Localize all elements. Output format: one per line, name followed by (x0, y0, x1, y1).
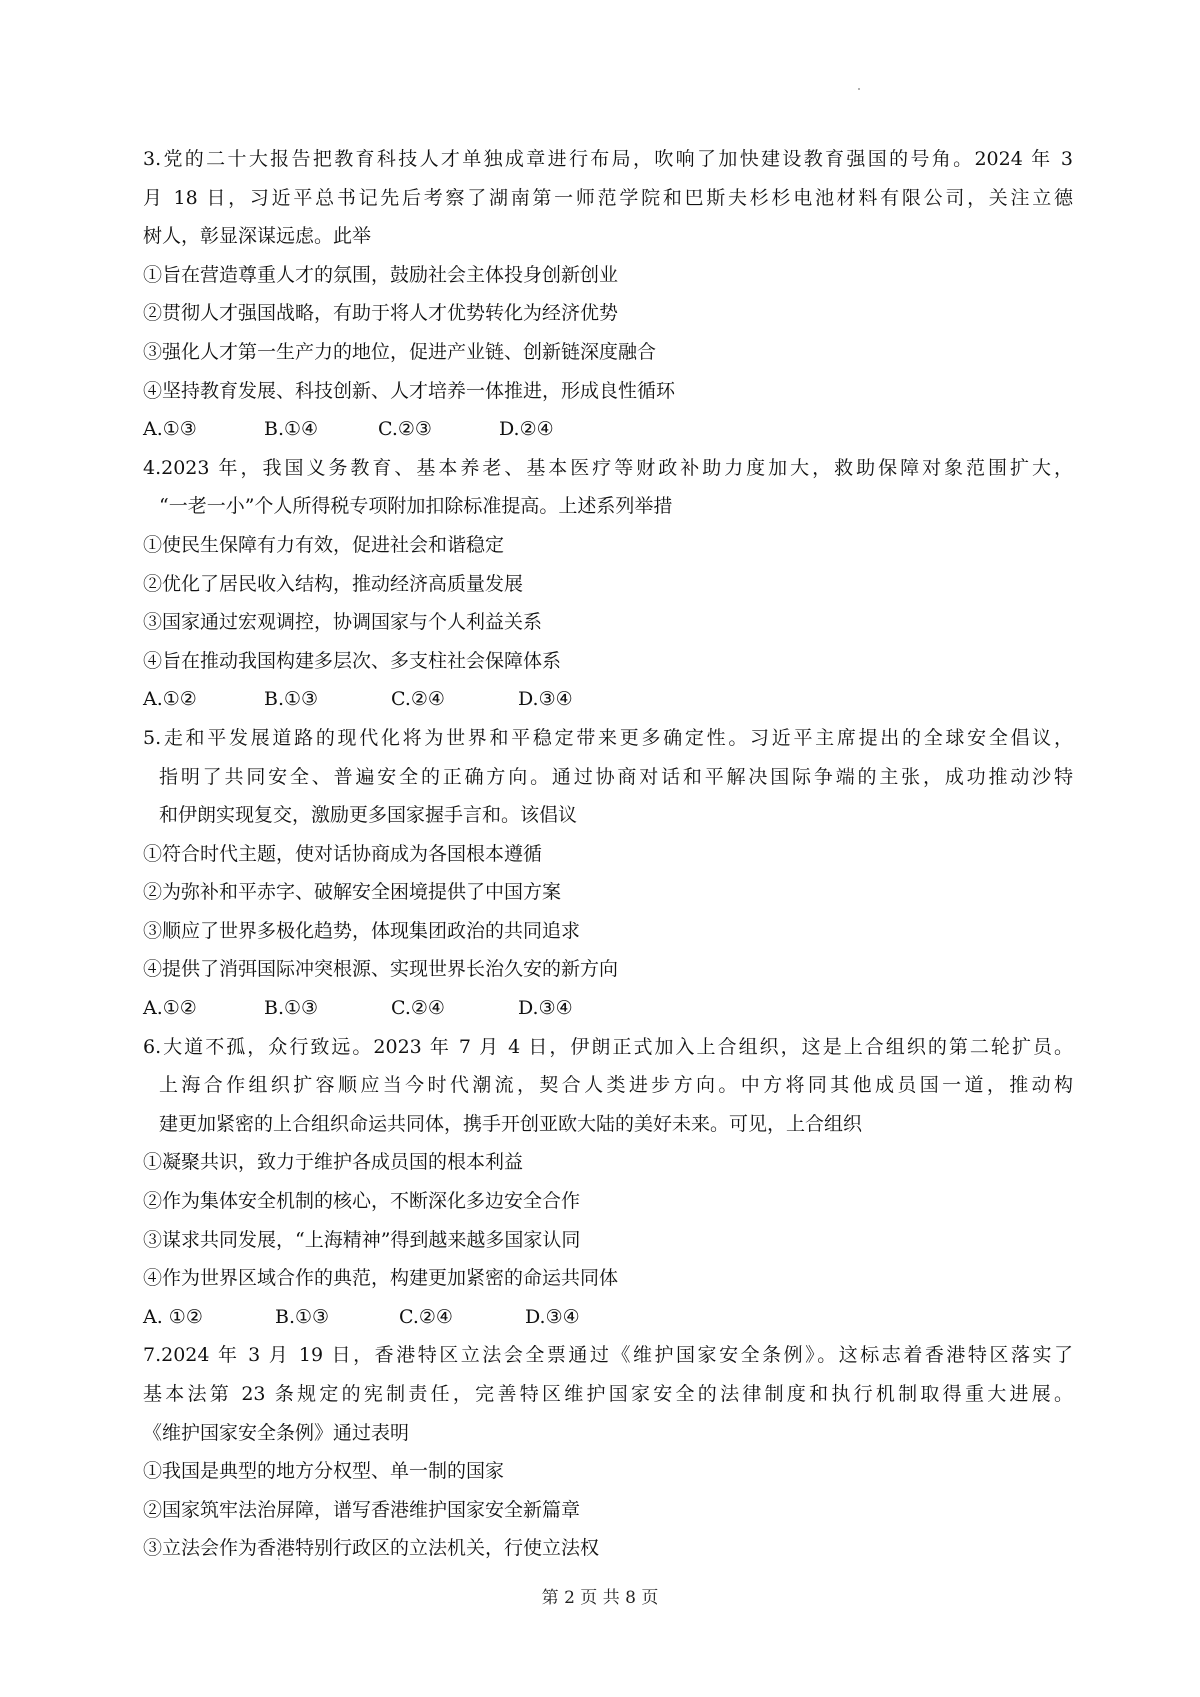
question-stem-line: 7.2024 年 3 月 19 日，香港特区立法会全票通过《维护国家安全条例》。这标志着香港特区落实了 (143, 1344, 1073, 1367)
statement-item: ②为弥补和平赤字、破解安全困境提供了中国方案 (143, 881, 562, 904)
question-stem-line: 3.党的二十大报告把教育科技人才单独成章进行布局，吹响了加快建设教育强国的号角。2024 年 3 (143, 148, 1073, 170)
option-c: C.②④ (399, 1305, 453, 1328)
option-a: A.①② (143, 688, 197, 711)
option-c: C.②④ (391, 688, 445, 711)
question-stem-line: 基本法第 23 条规定的宪制责任，完善特区维护国家安全的法律制度和执行机制取得重大进展。 (143, 1383, 1073, 1405)
question-stem-line: 树人，彰显深谋远虑。此举 (143, 225, 372, 248)
question-4 (143, 449, 1073, 719)
statement-item: ④坚持教育发展、科技创新、人才培养一体推进，形成良性循环 (143, 379, 676, 402)
question-stem-line: “一老一小”个人所得税专项附加扣除标准提高。上述系列举措 (159, 495, 673, 518)
option-a: A. ①② (143, 1305, 203, 1328)
question-stem-line: 6.大道不孤，众行致远。2023 年 7 月 4 日，伊朗正式加入上合组织，这是上合组织的第二轮扩员。 (143, 1035, 1073, 1058)
question-stem-line: 建更加紧密的上合组织命运共同体，携手开创亚欧大陆的美好未来。可见，上合组织 (159, 1112, 863, 1135)
statement-item: ②作为集体安全机制的核心，不断深化多边安全合作 (143, 1190, 581, 1213)
statement-item: ③谋求共同发展，“上海精神”得到越来越多国家认同 (143, 1228, 581, 1251)
answer-options (143, 1298, 1073, 1337)
question-stem-line: 月 18 日，习近平总书记先后考察了湖南第一师范学院和巴斯夫杉杉电池材料有限公司，关注立德 (143, 186, 1073, 209)
question-stem-line: 4.2023 年，我国义务教育、基本养老、基本医疗等财政补助力度加大，救助保障对象范围扩大， (143, 456, 1073, 479)
option-c: C.②③ (378, 418, 432, 441)
statement-item: ①凝聚共识，致力于维护各成员国的根本利益 (143, 1151, 524, 1174)
statement-item: ④提供了消弭国际冲突根源、实现世界长治久安的新方向 (143, 958, 619, 981)
question-stem-line: 指明了共同安全、普遍安全的正确方向。通过协商对话和平解决国际争端的主张，成功推动沙特 (159, 765, 1073, 788)
question-stem-line: 5.走和平发展道路的现代化将为世界和平稳定带来更多确定性。习近平主席提出的全球安全倡议， (143, 726, 1073, 749)
statement-item: ①使民生保障有力有效，促进社会和谐稳定 (143, 533, 505, 556)
option-a: A.①② (143, 997, 197, 1020)
option-d: D.③④ (525, 1305, 580, 1328)
question-stem-line: 和伊朗实现复交，激励更多国家握手言和。该倡议 (159, 804, 578, 827)
option-a: A.①③ (143, 418, 197, 441)
option-b: B.①④ (264, 418, 319, 441)
option-d: D.③④ (518, 997, 573, 1020)
question-6 (143, 1028, 1073, 1337)
answer-options (143, 680, 1073, 719)
statement-item: ①符合时代主题，使对话协商成为各国根本遵循 (143, 842, 543, 865)
question-7 (143, 1336, 1073, 1568)
question-stem-line: 上海合作组织扩容顺应当今时代潮流，契合人类进步方向。中方将同其他成员国一道，推动构 (159, 1074, 1073, 1097)
option-d: D.②④ (499, 418, 554, 441)
answer-options (143, 410, 1073, 449)
statement-item: ③立法会作为香港特别行政区的立法机关，行使立法权 (143, 1537, 600, 1560)
statement-item: ①我国是典型的地方分权型、单一制的国家 (143, 1460, 505, 1483)
page-number-footer: 第 2 页 共 8 页 (541, 1588, 659, 1608)
option-b: B.①③ (275, 1305, 330, 1328)
option-b: B.①③ (264, 997, 319, 1020)
question-5 (143, 719, 1073, 1028)
statement-item: ①旨在营造尊重人才的氛围，鼓励社会主体投身创新创业 (143, 263, 619, 286)
statement-item: ③强化人才第一生产力的地位，促进产业链、创新链深度融合 (143, 340, 657, 363)
statement-item: ③顺应了世界多极化趋势，体现集团政治的共同追求 (143, 919, 581, 942)
question-3 (143, 140, 1073, 449)
scan-speck (858, 88, 860, 90)
statement-item: ②国家筑牢法治屏障，谱写香港维护国家安全新篇章 (143, 1498, 581, 1521)
question-content (143, 140, 1073, 1568)
statement-item: ②贯彻人才强国战略，有助于将人才优势转化为经济优势 (143, 302, 619, 325)
statement-item: ②优化了居民收入结构，推动经济高质量发展 (143, 572, 524, 595)
answer-options (143, 989, 1073, 1028)
option-d: D.③④ (518, 688, 573, 711)
option-b: B.①③ (264, 688, 319, 711)
statement-item: ④旨在推动我国构建多层次、多支柱社会保障体系 (143, 649, 562, 672)
question-stem-line: 《维护国家安全条例》通过表明 (143, 1421, 410, 1444)
option-c: C.②④ (391, 997, 445, 1020)
statement-item: ④作为世界区域合作的典范，构建更加紧密的命运共同体 (143, 1267, 619, 1290)
statement-item: ③国家通过宏观调控，协调国家与个人利益关系 (143, 611, 543, 634)
